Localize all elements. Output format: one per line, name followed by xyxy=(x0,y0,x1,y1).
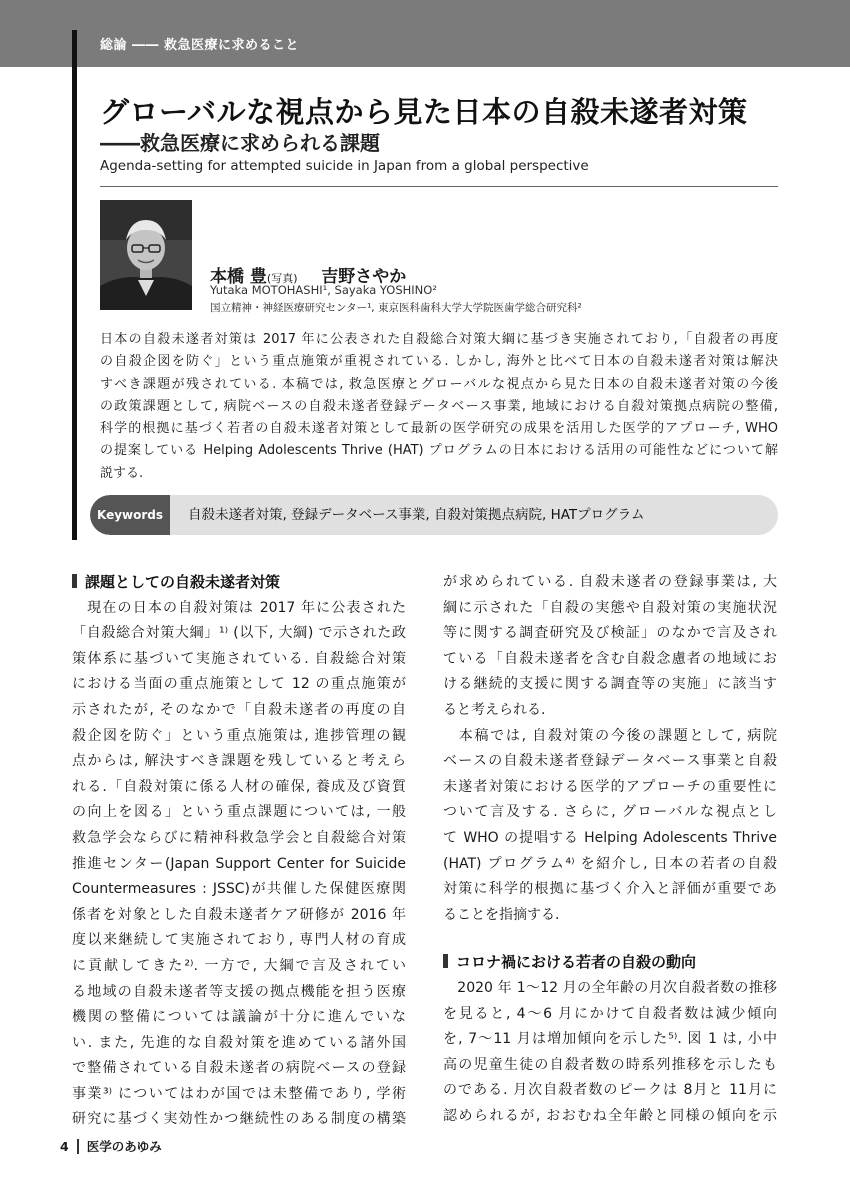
body-line: い. また, 先進的な自殺対策を進めている諸外国 xyxy=(72,1034,406,1051)
abstract-line: の自殺企図を防ぐ」という重点施策が重視されている. しかし, 海外と比べて日本の自殺未遂者対策は解決 xyxy=(100,354,778,370)
keywords-box xyxy=(90,495,778,535)
body-line: 事業³⁾ についてはわが国では未整備であり, 学術 xyxy=(72,1085,406,1102)
section-heading: 課題としての自殺未遂者対策 xyxy=(72,570,406,596)
body-line: 点からは, 解決すべき課題を残していると考えら xyxy=(72,753,406,770)
body-line: Countermeasures : JSSC)が共催した保健医療関 xyxy=(72,881,406,898)
page-number: 4 xyxy=(60,1139,79,1154)
body-line: れる.「自殺対策に係る人材の確保, 養成及び資質 xyxy=(72,778,406,795)
body-line: 本稿では, 自殺対策の今後の課題として, 病院 xyxy=(443,727,777,744)
abstract-line: 日本の自殺未遂者対策は 2017 年に公表された自殺総合対策大綱に基づき実施されており,「自殺者の再度 xyxy=(100,332,778,347)
header-accent-bar xyxy=(72,30,77,540)
abstract xyxy=(100,329,778,485)
body-column-left xyxy=(72,570,406,1133)
body-line: 未遂者対策における医学的アプローチの重要性に xyxy=(443,778,777,795)
abstract-line: の提案している Helping Adolescents Thrive (HAT) プログラムの日本における活用の可能性などについて解 xyxy=(100,443,778,459)
body-line: 対策に科学的根拠に基づく介入と評価が重要であ xyxy=(443,881,777,898)
body-line: 現在の日本の自殺対策は 2017 年に公表された xyxy=(72,599,406,616)
article-subtitle: ――救急医療に求められる課題 xyxy=(100,131,380,155)
body-line: ベースの自殺未遂者登録データベース事業と自殺 xyxy=(443,753,777,770)
body-line: に貢献してきた²⁾. 一方で, 大綱で言及されてい xyxy=(72,957,406,974)
body-line: ける継続的支援に関する調査等の実施」に該当す xyxy=(443,676,777,693)
body-line: 綱に示された「自殺の実態や自殺対策の実施状況 xyxy=(443,599,777,616)
body-line: 救急学会ならびに精神科救急学会と自殺総合対策 xyxy=(72,829,406,846)
body-column-right xyxy=(443,570,777,1129)
author-affiliations: 国立精神・神経医療研究センター¹, 東京医科歯科大学大学院医歯学総合研究科² xyxy=(210,302,582,314)
body-line: 推進センター(Japan Support Center for Suicide xyxy=(72,855,406,872)
body-line: 研究に基づく実効性かつ継続性のある制度の構築 xyxy=(72,1111,406,1128)
body-line: 高の児童生徒の自殺者数の時系列推移を示したも xyxy=(443,1056,777,1073)
body-line: る地域の自殺未遂者等支援の拠点機能を担う医療 xyxy=(72,983,406,1000)
abstract-line: すべき課題が残されている. 本稿では, 救急医療とグローバルな視点から見た日本の自殺未遂者対策の今後 xyxy=(100,376,778,392)
body-line: における当面の重点施策として 12 の重点施策が xyxy=(72,676,406,693)
author-photo xyxy=(100,200,192,310)
body-line: て WHO の提唱する Helping Adolescents Thrive xyxy=(443,829,777,846)
body-line: ている「自殺未遂者を含む自殺念慮者の地域にお xyxy=(443,650,777,667)
abstract-line: の政策課題として, 病院ベースの自殺未遂者登録データベース事業, 地域における自殺対策拠点病院の整備, xyxy=(100,398,778,414)
author-name-1: 本橋 豊 xyxy=(210,267,267,287)
body-line: の向上を図る」という重点課題については, 一般 xyxy=(72,804,406,821)
journal-name: 医学のあゆみ xyxy=(86,1139,162,1154)
keywords-label: Keywords xyxy=(90,495,170,535)
photo-note: (写真) xyxy=(266,272,298,285)
section-gap xyxy=(443,928,777,950)
body-line: 示されたが, そのなかで「自殺未遂者の再度の自 xyxy=(72,701,406,718)
article-title-english: Agenda-setting for attempted suicide in Japan from a global perspective xyxy=(100,158,589,174)
author-portrait-icon xyxy=(100,200,192,310)
body-line: 係者を対象とした自殺未遂者ケア研修が 2016 年 xyxy=(72,906,406,923)
body-line: 等に関する調査研究及び検証」のなかで言及され xyxy=(443,625,777,642)
body-line: ると考えられる. xyxy=(443,701,546,718)
body-line: 殺企図を防ぐ」という重点施策は, 進捗管理の観 xyxy=(72,727,406,744)
body-line: を見ると, 4〜6 月にかけて自殺者数は減少傾向 xyxy=(443,1005,777,1022)
body-line: 2020 年 1〜12 月の全年齢の月次自殺者数の推移 xyxy=(443,979,777,996)
author-names-romanized: Yutaka MOTOHASHI¹, Sayaka YOSHINO² xyxy=(210,283,437,297)
body-line: ることを指摘する. xyxy=(443,906,560,923)
author-name-2: 吉野さやか xyxy=(321,267,407,287)
keywords-text: 自殺未遂者対策, 登録データベース事業, 自殺対策拠点病院, HATプログラム xyxy=(188,507,645,523)
page-footer xyxy=(60,1137,162,1155)
body-line: 度以来継続して実施されており, 専門人材の育成 xyxy=(72,932,406,949)
body-line: 認められるが, おおむね全年齢と同様の傾向を示 xyxy=(443,1107,777,1124)
abstract-line: 説する. xyxy=(100,465,144,481)
body-line: ついて言及する. さらに, グローバルな視点とし xyxy=(443,804,777,821)
article-title: グローバルな視点から見た日本の自殺未遂者対策 xyxy=(100,95,748,129)
body-line: (HAT) プログラム⁴⁾ を紹介し, 日本の若者の自殺 xyxy=(443,855,777,872)
section-label: 総論 ―― 救急医療に求めること xyxy=(100,38,300,53)
abstract-line: 科学的根拠に基づく若者の自殺未遂者対策として最新の医学研究の成果を活用した医学的アプローチ, WHO xyxy=(100,421,778,437)
body-line: 策体系に基づいて実施されている. 自殺総合対策 xyxy=(72,650,406,667)
title-divider xyxy=(100,186,778,187)
body-line: で整備されている自殺未遂者の病院ベースの登録 xyxy=(72,1060,406,1077)
body-line: を, 7〜11 月は増加傾向を示した⁵⁾. 図 1 は, 小中 xyxy=(443,1031,777,1048)
section-heading: コロナ禍における若者の自殺の動向 xyxy=(443,950,777,976)
body-line: が求められている. 自殺未遂者の登録事業は, 大 xyxy=(443,574,777,590)
body-line: 「自殺総合対策大綱」¹⁾ (以下, 大綱) で示された政 xyxy=(72,625,406,642)
body-line: のである. 月次自殺者数のピークは 8月と 11月に xyxy=(443,1082,777,1099)
body-line: 機関の整備については議論が十分に進んでいな xyxy=(72,1009,406,1026)
